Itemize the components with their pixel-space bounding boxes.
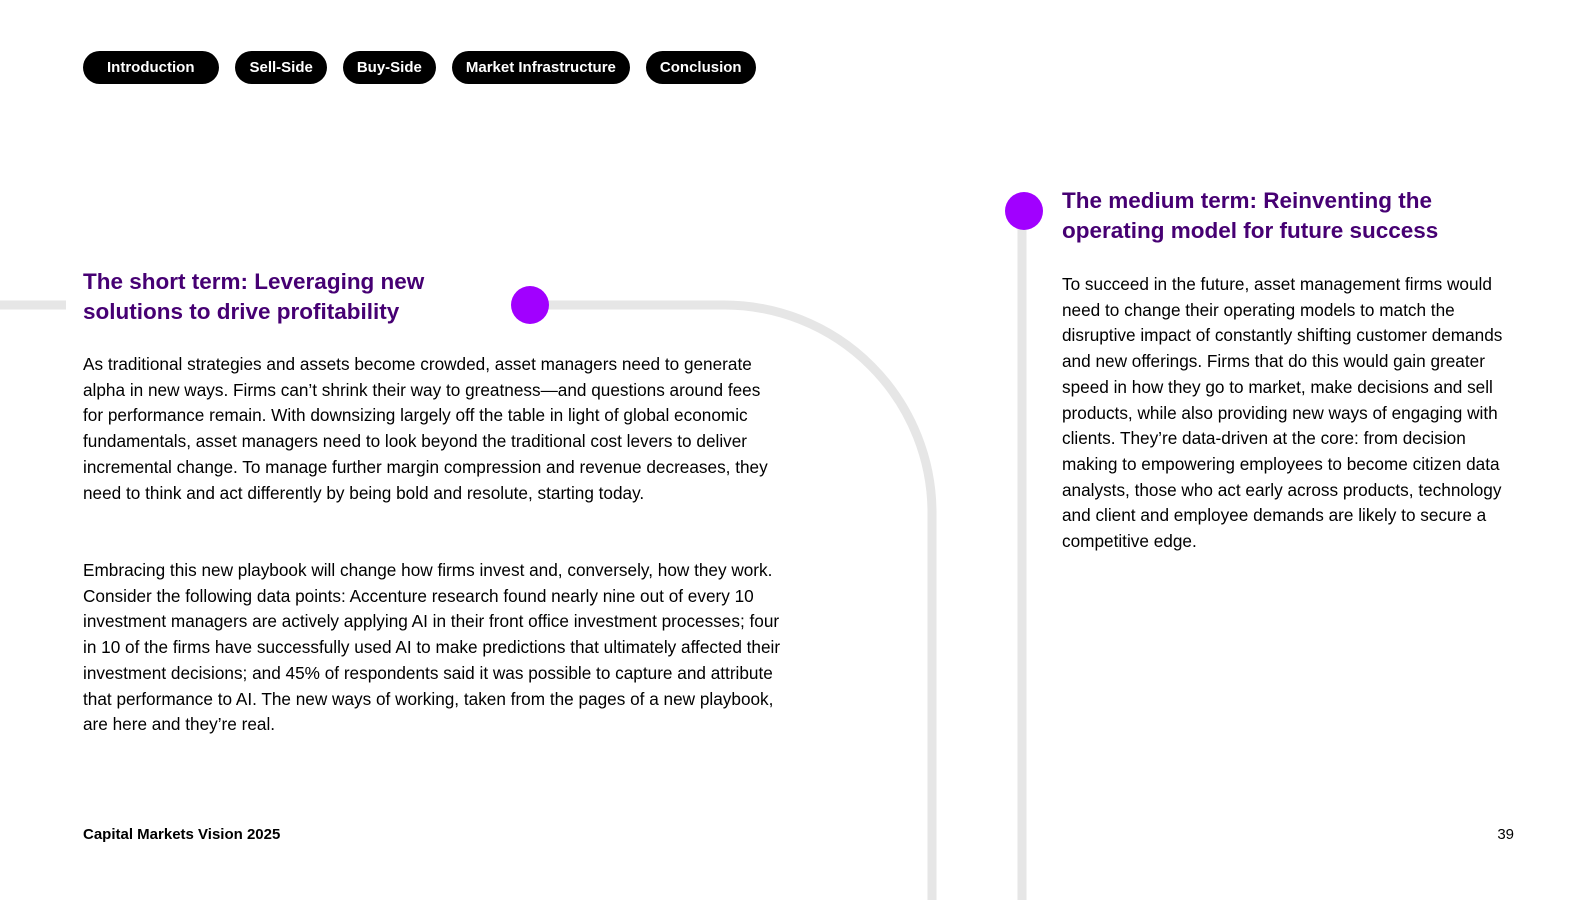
section-nav — [83, 51, 756, 84]
short-term-heading-line1: The short term: Leveraging new — [83, 269, 425, 294]
page-number: 39 — [1497, 826, 1514, 843]
medium-term-heading-line1: The medium term: Reinventing the — [1062, 188, 1433, 213]
short-term-heading-line2: solutions to drive profitability — [83, 299, 400, 324]
timeline-dot-medium-term — [1005, 192, 1043, 230]
document-title: Capital Markets Vision 2025 — [83, 826, 281, 843]
short-term-paragraph-2: Embracing this new playbook will change how firms invest and, conversely, how they work. Consider the following data points: Accenture research found nearly nine out of every 10 investment managers are actively applying AI in their front office investment processes; four in 10 of the firms have successfully used AI to make predictions that ultimately affected their investment decisions; and 45% of respondents said it was possible to capture and attribute that performance to AI. The new ways of working, taken from the pages of a new playbook, are here and they’re real. — [83, 560, 781, 735]
nav-tab-market-infrastructure[interactable]: Market Infrastructure — [452, 51, 630, 84]
nav-tab-conclusion[interactable]: Conclusion — [646, 51, 756, 84]
nav-tab-sell-side[interactable]: Sell-Side — [235, 51, 326, 84]
short-term-heading — [83, 267, 523, 327]
short-term-paragraph-1: As traditional strategies and assets become crowded, asset managers need to generate alpha in new ways. Firms can’t shrink their way to greatness—and questions around fees for performance remain. With downsizing largely off the table in light of global economic fundamentals, asset managers need to look beyond the traditional cost levers to deliver incremental change. To manage further margin compression and revenue decreases, they need to think and act differently by being bold and resolute, starting today. — [83, 354, 768, 503]
medium-term-paragraph: To succeed in the future, asset management firms would need to change their operating models to match the disruptive impact of constantly shifting customer demands and new offerings. Firms that do this would gain greater speed in how they go to market, make decisions and sell products, while also providing new ways of engaging with clients. They’re data-driven at the core: from decision making to empowering employees to become citizen data analysts, those who act early across products, technology and client and employee demands are likely to secure a competitive edge. — [1062, 274, 1503, 552]
medium-term-heading-line2: operating model for future success — [1062, 218, 1439, 243]
nav-tab-buy-side[interactable]: Buy-Side — [343, 51, 436, 84]
nav-tab-introduction[interactable]: Introduction — [83, 51, 219, 84]
medium-term-heading — [1062, 186, 1522, 246]
